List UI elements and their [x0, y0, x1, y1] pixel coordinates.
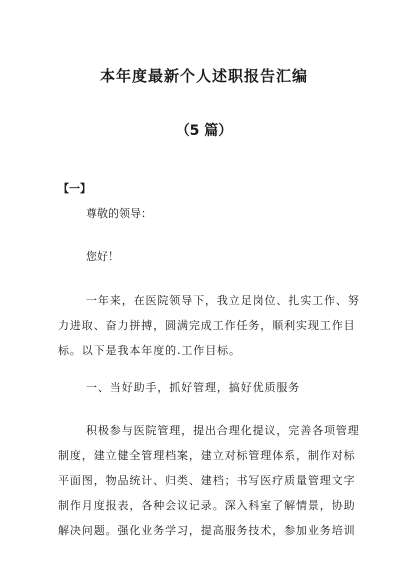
- greeting-text: 尊敬的领导：: [86, 207, 152, 220]
- paragraph-2-line-4: 制作月度报表，各种会议记录。深入科室了解情景，协助: [58, 499, 356, 512]
- document-title: 本年度最新个人述职报告汇编: [99, 67, 308, 85]
- section-heading-1: 一、当好助手，抓好管理，搞好优质服务: [86, 381, 301, 394]
- document-subtitle: （5 篇）: [175, 123, 233, 139]
- paragraph-2-line-5: 解决问题。强化业务学习，提高服务技术，参加业务培训: [58, 524, 356, 537]
- paragraph-1-line-1: 一年来，在医院领导下，我立足岗位、扎实工作、努: [86, 294, 360, 307]
- paragraph-1-line-2: 力进取、奋力拼搏，圆满完成工作任务，顺利实现工作目: [58, 319, 356, 332]
- paragraph-2-line-2: 制度，建立健全管理档案，建立对标管理体系，制作对标: [58, 449, 356, 462]
- paragraph-2-line-1: 积极参与医院管理，提出合理化提议，完善各项管理: [86, 424, 360, 437]
- section-marker: 【一】: [58, 182, 91, 195]
- salutation-text: 您好！: [86, 250, 119, 263]
- paragraph-2-line-3: 平面图，物品统计、归类、建档；书写医疗质量管理文字: [58, 474, 356, 487]
- paragraph-1-line-3: 标。以下是我本年度的.工作目标。: [58, 344, 241, 357]
